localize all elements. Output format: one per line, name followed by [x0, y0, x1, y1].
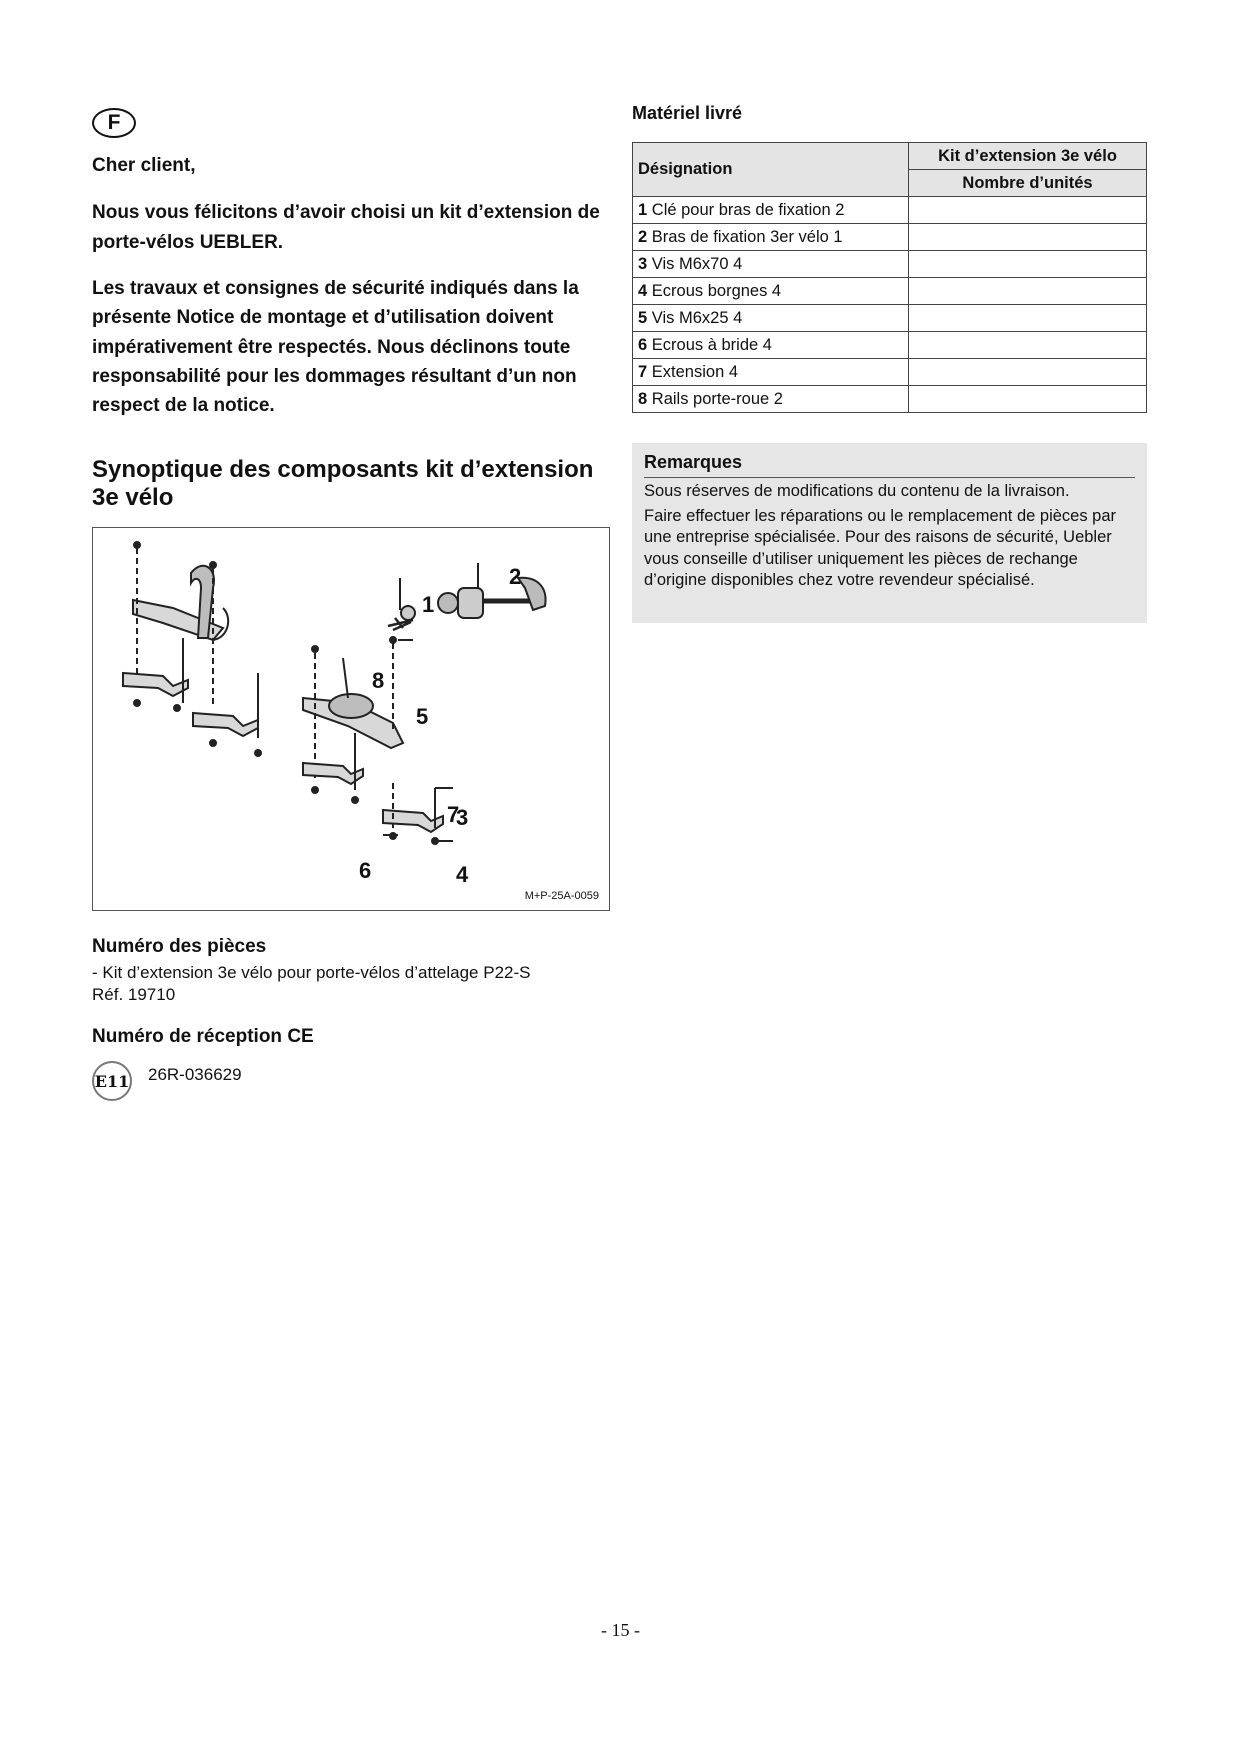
row-number: 5: [638, 308, 648, 327]
ce-title: Numéro de réception CE: [92, 1026, 314, 1047]
row-label: Clé pour bras de fixation 2: [651, 200, 845, 219]
row-units: [909, 359, 1147, 386]
row-label: Ecrous borgnes 4: [651, 281, 782, 300]
row-number: 1: [638, 200, 648, 219]
components-drawing: [93, 528, 608, 909]
ce-number: 26R-036629: [148, 1065, 242, 1084]
part-numbers-line1: - Kit d’extension 3e vélo pour porte-vélos d’attelage P22-S: [92, 963, 531, 982]
callout-3: 3: [456, 805, 469, 830]
callout-8: 8: [372, 668, 385, 693]
table-row: [633, 359, 1147, 386]
congrats-text: Nous vous félicitons d’avoir choisi un kit d’extension de porte-vélos UEBLER.: [92, 202, 600, 253]
row-number: 3: [638, 254, 648, 273]
row-units: [909, 197, 1147, 224]
safety-text: Les travaux et consignes de sécurité indiqués dans la présente Notice de montage et d’utilisation doivent impérativement être respectés. Nous déclinons toute responsabilité pour les dommages résultant d’un non respect de la notice.: [92, 278, 579, 417]
remarks-paragraph-1: Sous réserves de modifications du contenu de la livraison.: [644, 482, 1070, 500]
remarks-title: Remarques: [644, 452, 1135, 478]
col-kit: Kit d’extension 3e vélo: [909, 143, 1147, 170]
ce-approval-mark: E11: [92, 1061, 132, 1101]
row-label: Extension 4: [651, 362, 739, 381]
greeting-text: Cher client,: [92, 155, 196, 176]
diagram-reference: M+P-25A-0059: [524, 890, 599, 902]
callout-7: 7: [447, 802, 460, 827]
table-row: [633, 305, 1147, 332]
table-row: [633, 197, 1147, 224]
language-badge: F: [92, 108, 136, 138]
row-units: [909, 251, 1147, 278]
row-number: 6: [638, 335, 648, 354]
intro-greeting: [92, 151, 602, 181]
row-label: Rails porte-roue 2: [651, 389, 783, 408]
row-number: 7: [638, 362, 648, 381]
row-label: Vis M6x25 4: [651, 308, 743, 327]
table-row: [633, 278, 1147, 305]
row-units: [909, 224, 1147, 251]
page-number: - 15 -: [601, 1620, 640, 1640]
table-header-row: [633, 143, 1147, 170]
callout-5: 5: [416, 704, 429, 729]
components-diagram: [92, 527, 610, 911]
intro-congrats: [92, 198, 602, 257]
overview-title: Synoptique des composants kit d’extension 3e vélo: [92, 456, 594, 511]
row-label: Bras de fixation 3er vélo 1: [651, 227, 843, 246]
col-designation: Désignation: [633, 143, 909, 197]
row-number: 8: [638, 389, 648, 408]
part-numbers-title: Numéro des pièces: [92, 936, 267, 957]
delivered-title: Matériel livré: [632, 103, 743, 123]
table-row: [633, 332, 1147, 359]
row-units: [909, 332, 1147, 359]
remarks-box: [632, 443, 1147, 623]
row-number: 2: [638, 227, 648, 246]
table-row: [633, 224, 1147, 251]
row-units: [909, 278, 1147, 305]
intro-safety: [92, 274, 612, 420]
part-numbers-line2: Réf. 19710: [92, 985, 176, 1004]
delivered-table: [632, 142, 1147, 413]
row-label: Vis M6x70 4: [651, 254, 743, 273]
table-row: [633, 386, 1147, 413]
row-number: 4: [638, 281, 648, 300]
callout-1: 1: [422, 592, 435, 617]
callout-2: 2: [509, 564, 522, 589]
row-label: Ecrous à bride 4: [651, 335, 772, 354]
col-units: Nombre d’unités: [909, 170, 1147, 197]
row-units: [909, 305, 1147, 332]
callout-4: 4: [456, 862, 469, 887]
remarks-paragraph-2: Faire effectuer les réparations ou le remplacement de pièces par une entreprise spécialisée. Pour des raisons de sécurité, Uebler vous conseille d’utiliser uniquement les pièces de rechange d’origine disponibles chez votre revendeur spécialisé.: [644, 506, 1117, 589]
row-units: [909, 386, 1147, 413]
table-row: [633, 251, 1147, 278]
callout-6: 6: [359, 858, 372, 883]
